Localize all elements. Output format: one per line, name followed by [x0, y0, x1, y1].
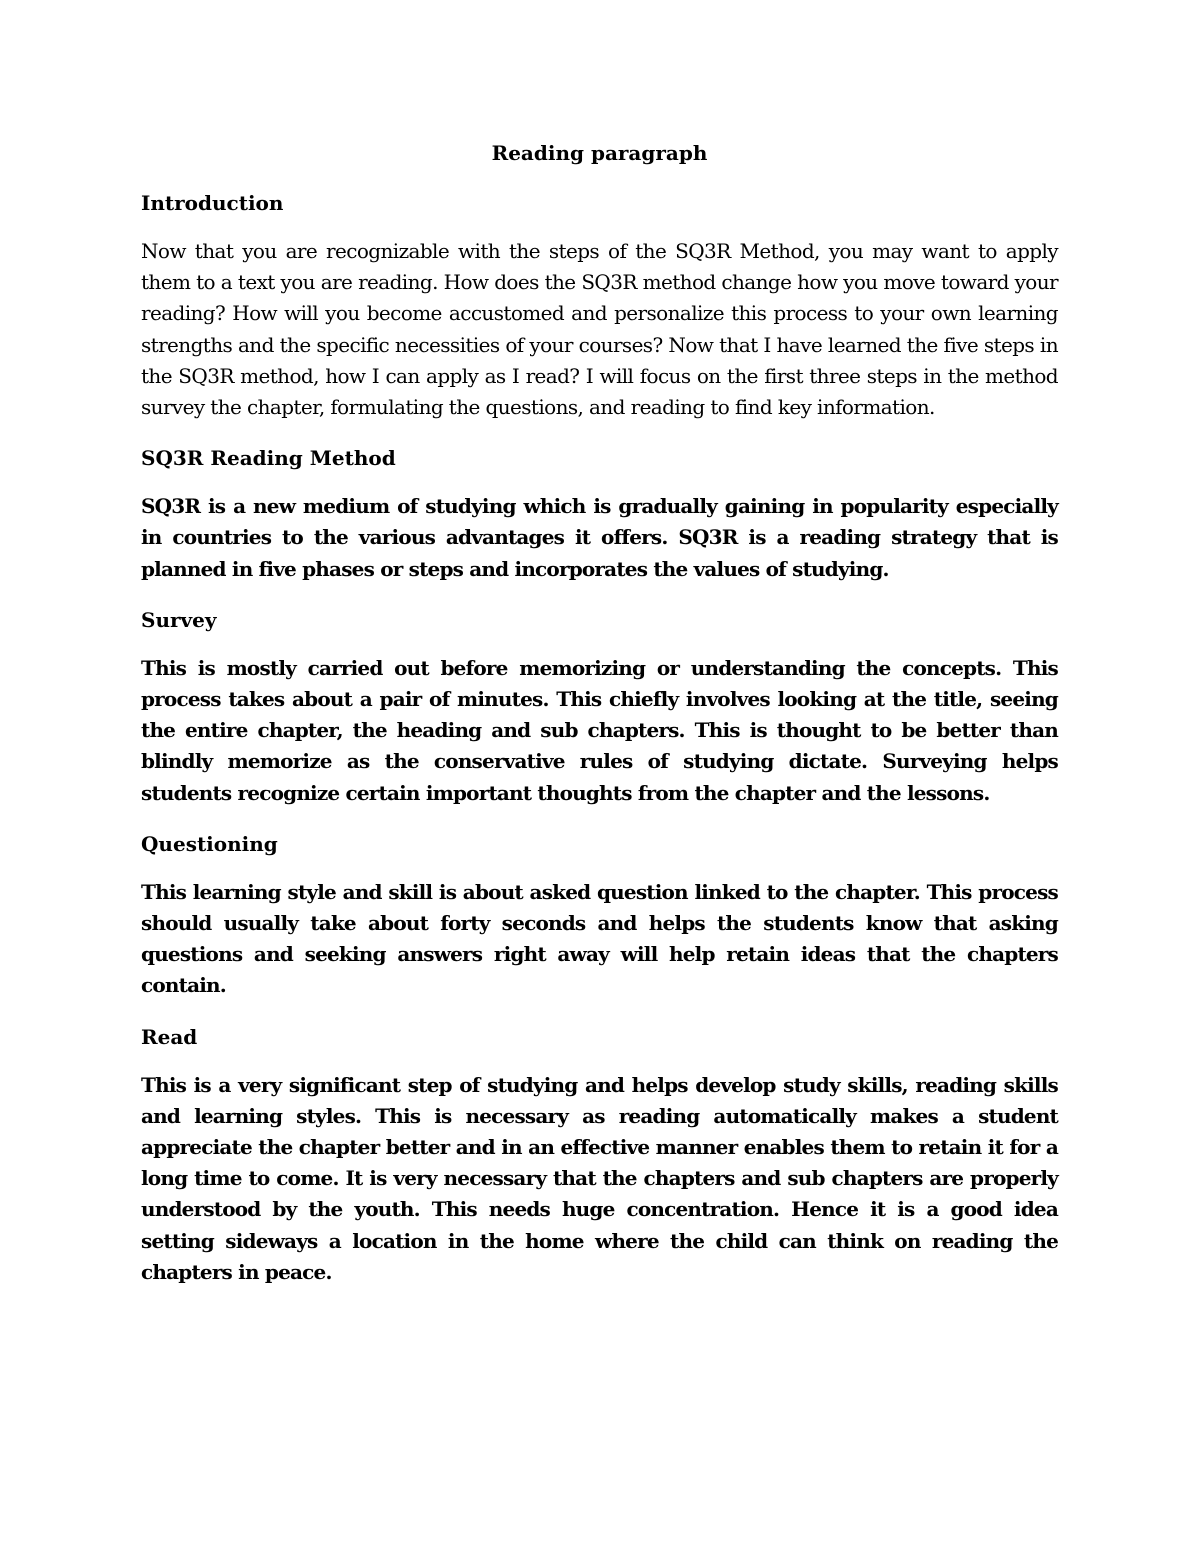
section-body-read: This is a very significant step of studying and helps develop study skills, reading skills and learning styles. This is necessary as reading automatically makes a student appreciate the chapter better and in an effective manner enables them to retain it for a long time to come. It is very necessary that the chapters and sub chapters are properly understood by the youth. This needs huge concentration. Hence it is a good idea setting sideways a location in the home where the child can think on reading the chapters in peace. [141, 1072, 1058, 1284]
section-body-sq3r-reading-method: SQ3R is a new medium of studying which is gradually gaining in popularity especially in countries to the various advantages it offers. SQ3R is a reading strategy that is planned in five phases or steps and incorporates the values of studying. [141, 494, 1058, 581]
section-heading-questioning: Questioning [141, 831, 278, 856]
document-page [141, 138, 1058, 1308]
section-body-survey: This is mostly carried out before memorizing or understanding the concepts. This process takes about a pair of minutes. This chiefly involves looking at the title, seeing the entire chapter, the heading and sub chapters. This is thought to be better than blindly memorize as the conservative rules of studying dictate. Surveying helps students recognize certain important thoughts from the chapter and the lessons. [141, 655, 1058, 805]
section-body-questioning: This learning style and skill is about asked question linked to the chapter. This process should usually take about forty seconds and helps the students know that asking questions and seeking answers right away will help retain ideas that the chapters contain. [141, 879, 1058, 998]
section-heading-survey: Survey [141, 607, 217, 632]
section-heading-introduction: Introduction [141, 191, 284, 215]
document-title: Reading paragraph [491, 141, 708, 165]
section-heading-sq3r-reading-method: SQ3R Reading Method [141, 446, 396, 471]
section-heading-read: Read [141, 1024, 198, 1049]
section-body-introduction: Now that you are recognizable with the steps of the SQ3R Method, you may want to apply them to a text you are reading. How does the SQ3R method change how you move toward your reading? How will you become accustomed and personalize this process to your own learning strengths and the specific necessities of your courses? Now that I have learned the five steps in the SQ3R method, how I can apply as I read? I will focus on the first three steps in the method survey the chapter, formulating the questions, and reading to find key information. [141, 239, 1058, 420]
